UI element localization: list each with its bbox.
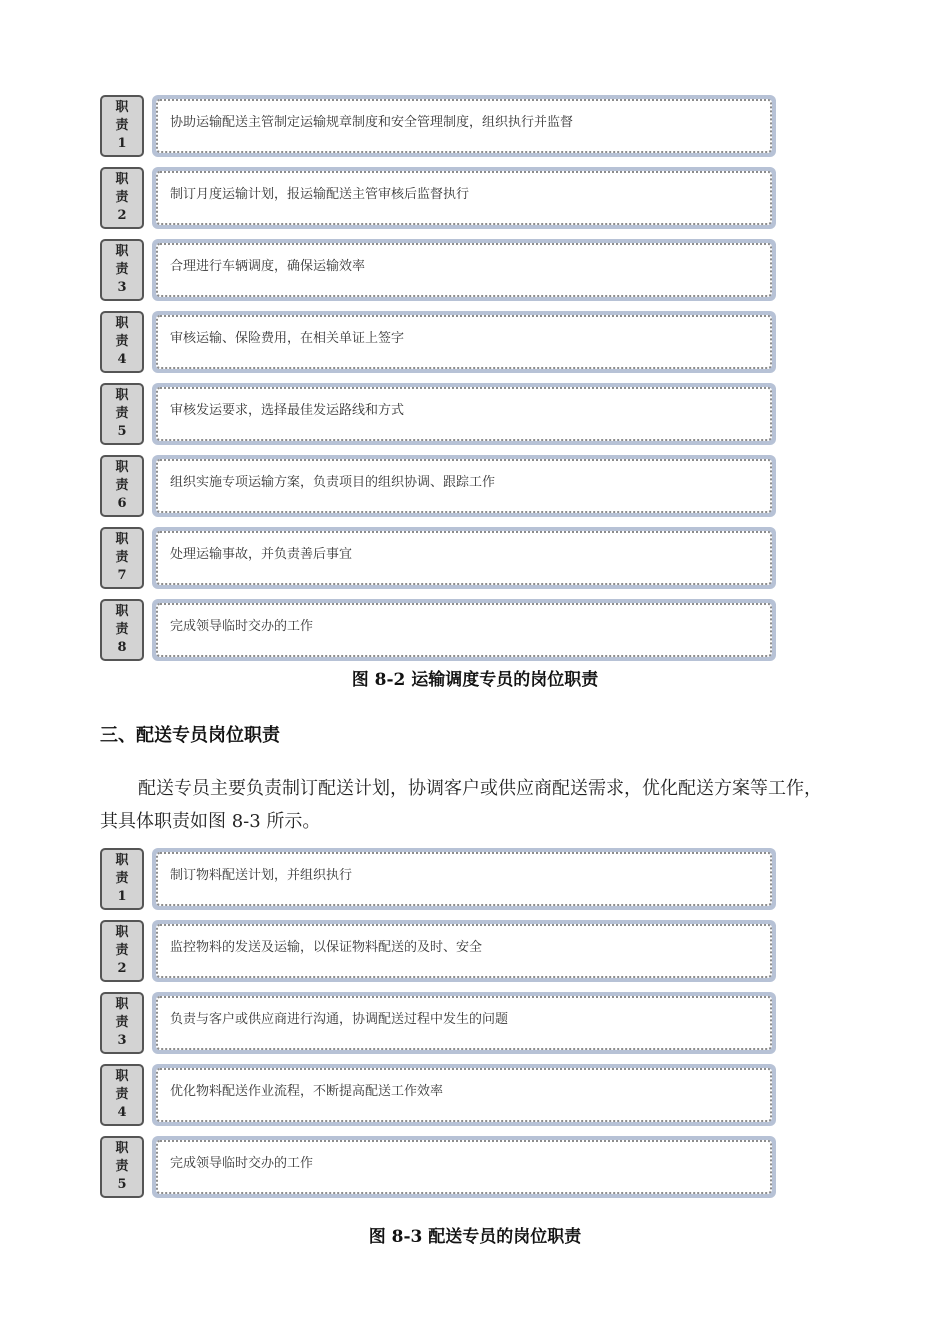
duty-box [152, 311, 776, 373]
duty-row [100, 920, 776, 986]
duty-row [100, 383, 776, 449]
duty-text: 审核运输、保险费用，在相关单证上签字 [156, 315, 772, 369]
duty-box [152, 239, 776, 301]
duty-tag: 职 责 2 [100, 920, 144, 982]
duty-box [152, 383, 776, 445]
duty-box [152, 920, 776, 982]
duty-box [152, 1064, 776, 1126]
duty-text: 监控物料的发送及运输，以保证物料配送的及时、安全 [156, 924, 772, 978]
duty-row [100, 1136, 776, 1202]
duty-text: 完成领导临时交办的工作 [156, 1140, 772, 1194]
duty-box [152, 167, 776, 229]
duty-tag: 职 责 4 [100, 311, 144, 373]
duty-text: 完成领导临时交办的工作 [156, 603, 772, 657]
duty-row [100, 848, 776, 914]
duty-box [152, 992, 776, 1054]
duty-text: 制订物料配送计划，并组织执行 [156, 852, 772, 906]
paragraph-line: 配送专员主要负责制订配送计划，协调客户或供应商配送需求，优化配送方案等工作， [138, 778, 822, 799]
section-heading: 三、配送专员岗位职责 [100, 725, 280, 746]
duty-row [100, 1064, 776, 1130]
duty-tag: 职 责 5 [100, 1136, 144, 1198]
duty-text: 处理运输事故，并负责善后事宜 [156, 531, 772, 585]
duty-row [100, 992, 776, 1058]
duty-tag: 职 责 1 [100, 848, 144, 910]
figure-caption: 图 8-2 运输调度专员的岗位职责 [351, 670, 599, 690]
duty-text: 负责与客户或供应商进行沟通，协调配送过程中发生的问题 [156, 996, 772, 1050]
duty-row [100, 527, 776, 593]
duty-text: 制订月度运输计划，报运输配送主管审核后监督执行 [156, 171, 772, 225]
duty-tag: 职 责 7 [100, 527, 144, 589]
duty-box [152, 527, 776, 589]
duty-tag: 职 责 6 [100, 455, 144, 517]
duty-box [152, 599, 776, 661]
duty-row [100, 599, 776, 665]
duty-box [152, 1136, 776, 1198]
paragraph-line: 其具体职责如图 8-3 所示。 [100, 811, 321, 832]
duty-box [152, 455, 776, 517]
figure-caption: 图 8-3 配送专员的岗位职责 [368, 1227, 582, 1247]
duty-text: 组织实施专项运输方案，负责项目的组织协调、跟踪工作 [156, 459, 772, 513]
duty-row [100, 95, 776, 161]
duty-tag: 职 责 1 [100, 95, 144, 157]
duty-tag: 职 责 3 [100, 992, 144, 1054]
duty-row [100, 239, 776, 305]
duty-text: 协助运输配送主管制定运输规章制度和安全管理制度，组织执行并监督 [156, 99, 772, 153]
duty-list-transport [100, 95, 776, 671]
duty-row [100, 167, 776, 233]
duty-tag: 职 责 5 [100, 383, 144, 445]
body-paragraph [100, 772, 866, 838]
duty-tag: 职 责 3 [100, 239, 144, 301]
duty-text: 优化物料配送作业流程，不断提高配送工作效率 [156, 1068, 772, 1122]
duty-box [152, 95, 776, 157]
duty-row [100, 311, 776, 377]
duty-text: 合理进行车辆调度，确保运输效率 [156, 243, 772, 297]
duty-text: 审核发运要求，选择最佳发运路线和方式 [156, 387, 772, 441]
duty-tag: 职 责 2 [100, 167, 144, 229]
duty-tag: 职 责 4 [100, 1064, 144, 1126]
duty-box [152, 848, 776, 910]
duty-row [100, 455, 776, 521]
duty-tag: 职 责 8 [100, 599, 144, 661]
duty-list-delivery [100, 848, 776, 1208]
